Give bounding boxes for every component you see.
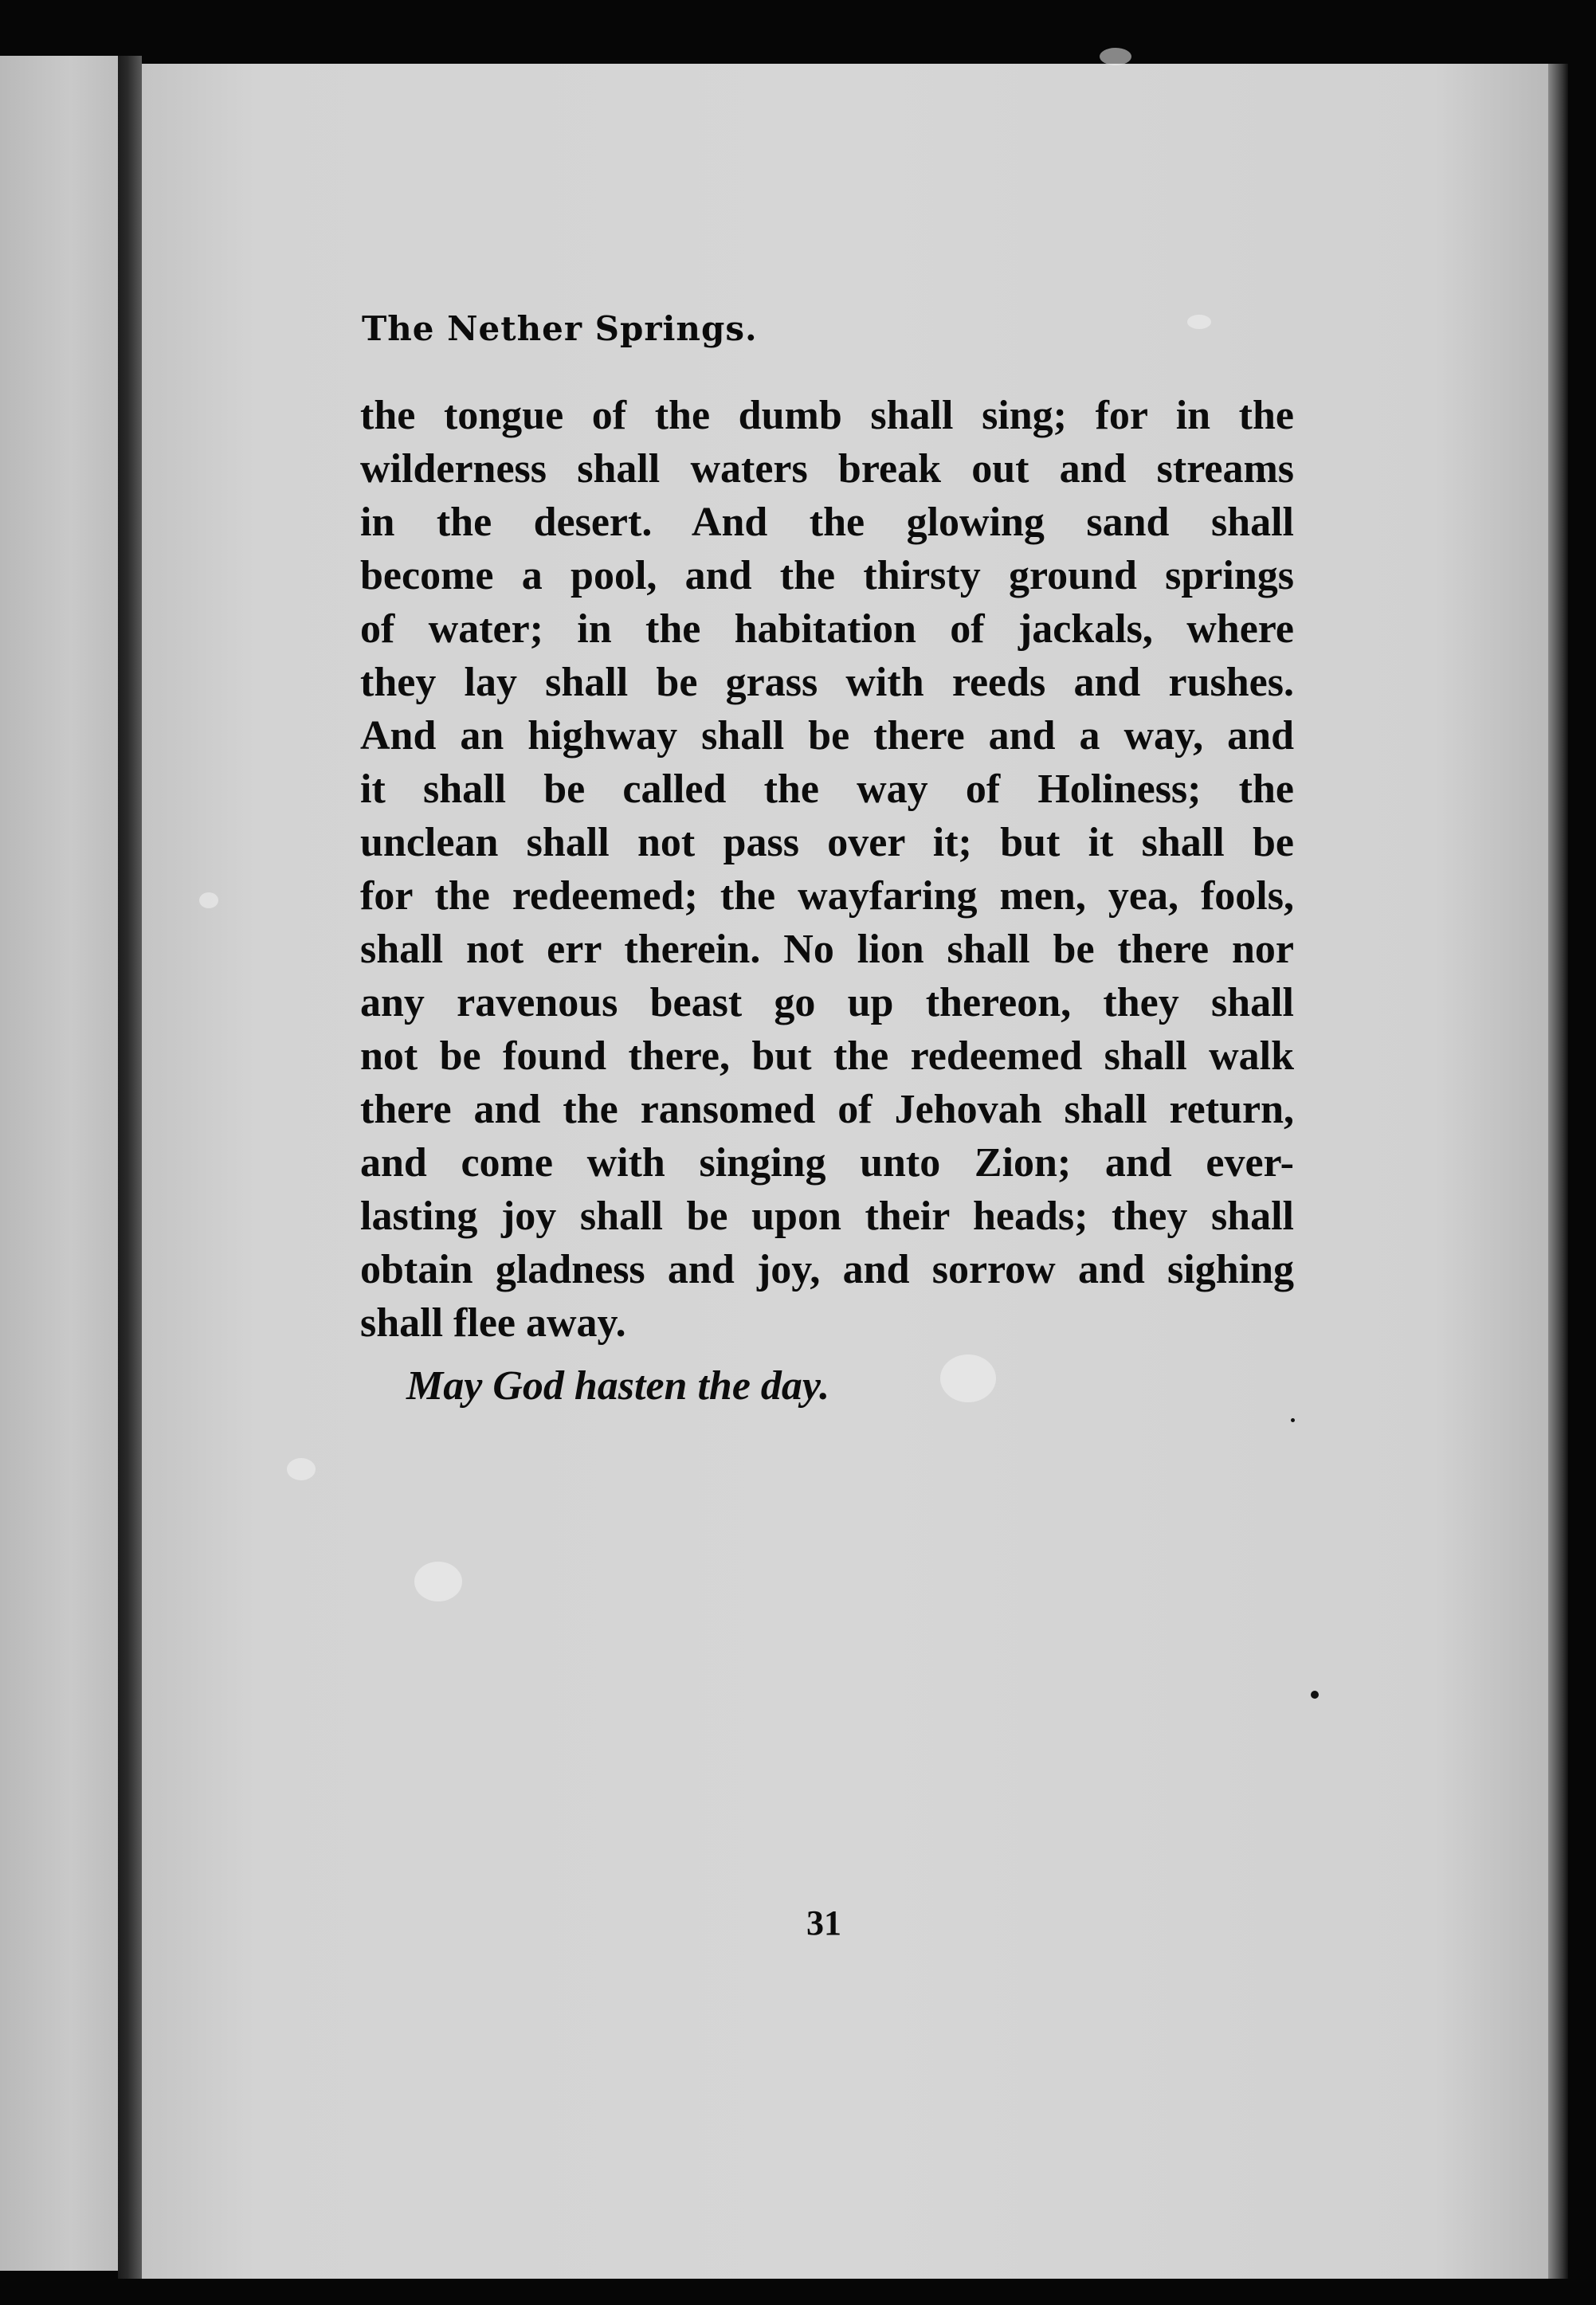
text-line: unclean shall not pass over it; but it shall be — [360, 820, 1294, 865]
text-line: they lay shall be grass with reeds and rushes. — [360, 660, 1294, 705]
scan-speck — [940, 1354, 996, 1402]
text-line: there and the ransomed of Jehovah shall return, — [360, 1087, 1294, 1132]
page-number: 31 — [806, 1903, 841, 1942]
facing-page-edge — [0, 56, 118, 2271]
text-line: and come with singing unto Zion; and ever- — [360, 1140, 1294, 1186]
text-line: obtain gladness and joy, and sorrow and sighing — [360, 1247, 1294, 1292]
text-line: shall not err therein. No lion shall be there nor — [360, 927, 1294, 972]
text-line: in the desert. And the glowing sand shall — [360, 500, 1294, 545]
text-line: any ravenous beast go up thereon, they shall — [360, 980, 1294, 1025]
scan-dot — [1291, 1418, 1295, 1422]
text-line: not be found there, but the redeemed shall walk — [360, 1033, 1294, 1079]
text-line: shall flee away. — [360, 1300, 626, 1346]
closing-line: May God hasten the day. — [406, 1363, 830, 1409]
body-text — [360, 389, 1294, 1350]
text-line: for the redeemed; the wayfaring men, yea, fools, — [360, 873, 1294, 919]
scan-speck — [287, 1458, 316, 1480]
scan-dot — [1311, 1691, 1319, 1699]
text-line: it shall be called the way of Holiness; the — [360, 766, 1294, 812]
running-head: The Nether Springs. — [362, 309, 758, 348]
page-right-edge — [1548, 64, 1568, 2279]
scan-speck — [1187, 315, 1211, 329]
text-line: of water; in the habitation of jackals, where — [360, 606, 1294, 652]
text-line: the tongue of the dumb shall sing; for in the — [360, 393, 1294, 438]
scan-speck — [414, 1562, 462, 1601]
text-line: become a pool, and the thirsty ground springs — [360, 553, 1294, 598]
text-line: wilderness shall waters break out and streams — [360, 446, 1294, 492]
book-gutter — [118, 56, 142, 2279]
scan-speck — [1100, 48, 1131, 65]
scan-speck — [199, 892, 218, 908]
text-line: lasting joy shall be upon their heads; they shall — [360, 1194, 1294, 1239]
text-line: And an highway shall be there and a way, and — [360, 713, 1294, 759]
